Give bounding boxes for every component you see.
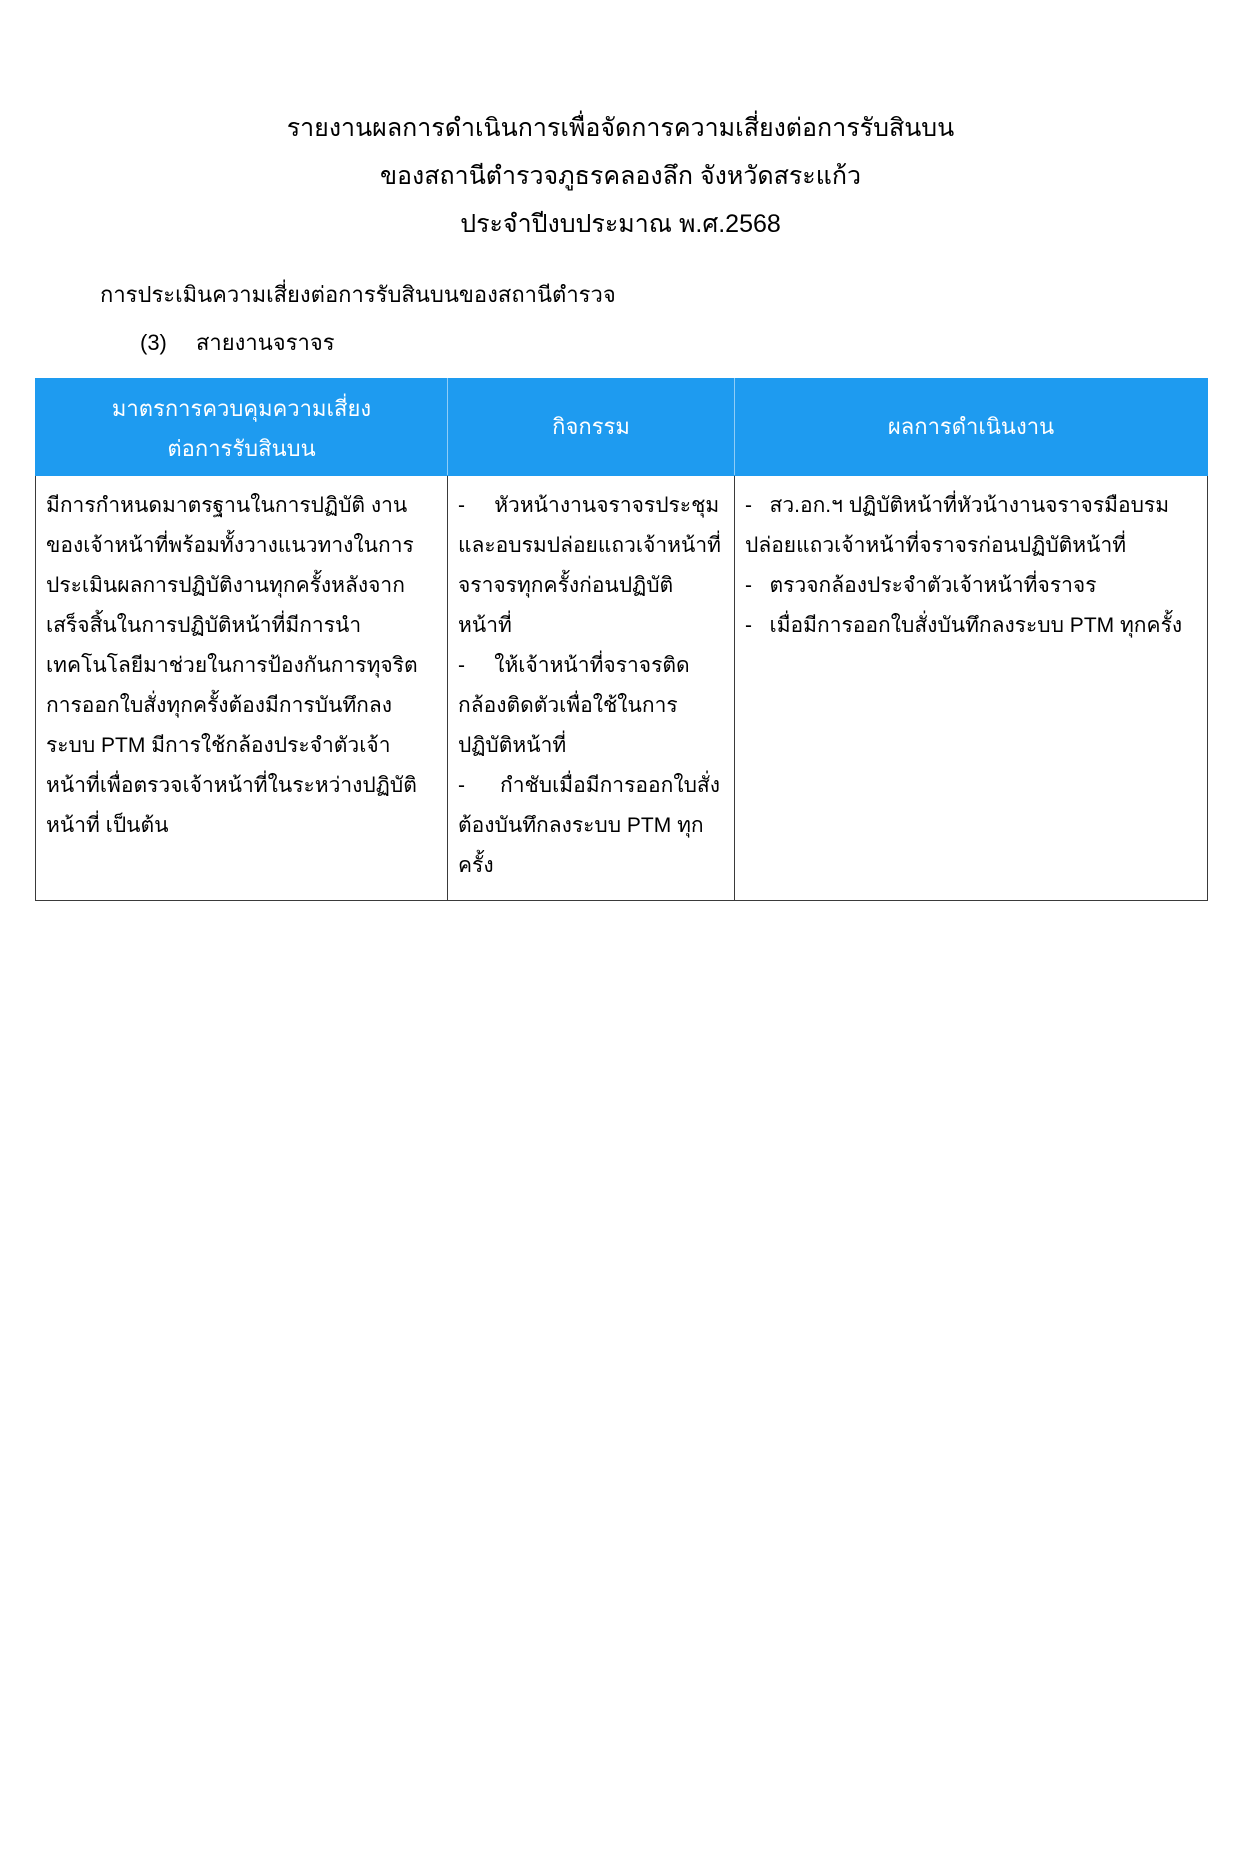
result-spacer [758,614,764,637]
cell-risk-control-measures [36,476,448,901]
result-item [745,486,1197,566]
activity-spacer [471,774,494,797]
activity-item [458,486,724,646]
title-line-1: รายงานผลการดำเนินการเพื่อจัดการความเสี่ยงต่อการรับสินบน [286,114,955,142]
result-item [745,566,1197,606]
sub-item-label: สายงานจราจร [196,330,335,355]
cell-results [735,476,1208,901]
activity-item [458,646,724,766]
document-title [0,104,1241,248]
title-line-2: ของสถานีตำรวจภูธรคลองลึก จังหวัดสระแก้ว [379,162,862,190]
risk-control-table [35,378,1208,901]
result-spacer [758,494,764,517]
activity-text: หัวหน้างานจราจรประชุมและอบรมปล่อยแถวเจ้าหน้าที่จราจรทุกครั้งก่อนปฏิบัติหน้าที่ [458,494,722,637]
title-line-3: ประจำปีงบประมาณ พ.ศ.2568 [460,210,781,238]
column-header-risk-control-measures [36,379,448,476]
column-header-results [735,379,1208,476]
result-marker: - [745,574,752,597]
column-header-line-2: ต่อการรับสินบน [167,436,316,461]
column-header-results-label: ผลการดำเนินงาน [887,414,1055,439]
table-header-row [36,379,1208,476]
activity-marker: - [458,494,465,517]
risk-table-wrapper [35,378,1207,901]
table-header [36,379,1208,476]
activity-spacer [471,494,489,517]
sub-item-traffic-division [140,328,1241,358]
activity-marker: - [458,774,465,797]
measure-paragraph: มีการกำหนดมาตรฐานในการปฏิบัติ งานของเจ้าหน้าที่พร้อมทั้งวางแนวทางในการประเมินผลการปฏิบัติงานทุกครั้งหลังจากเสร็จสิ้นในการปฏิบัติหน้าที่มีการนำเทคโนโลยีมาช่วยในการป้องกันการทุจริตการออกใบสั่งทุกครั้งต้องมีการบันทึกลงระบบ PTM มีการใช้กล้องประจำตัวเจ้าหน้าที่เพื่อตรวจเจ้าหน้าที่ในระหว่างปฏิบัติหน้าที่ เป็นต้น [46,494,418,837]
table-body [36,476,1208,901]
sub-item-number: (3) [140,330,167,355]
activity-text: ให้เจ้าหน้าที่จราจรติดกล้องติดตัวเพื่อใช้ในการปฏิบัติหน้าที่ [458,654,690,757]
column-header-line-1: มาตรการควบคุมความเสี่ยง [111,396,372,421]
section-heading: การประเมินความเสี่ยงต่อการรับสินบนของสถานีตำรวจ [100,282,616,307]
result-marker: - [745,494,752,517]
document-page [0,104,1241,1859]
column-header-activities-label: กิจกรรม [552,414,630,439]
activity-item [458,766,724,886]
result-text: สว.อก.ฯ ปฏิบัติหน้าที่หัวน้างานจราจรมือบรมปล่อยแถวเจ้าหน้าที่จราจรก่อนปฏิบัติหน้าที่ [745,494,1170,557]
table-row [36,476,1208,901]
activity-marker: - [458,654,465,677]
result-spacer [758,574,764,597]
column-header-activities [448,379,735,476]
result-item [745,606,1197,646]
activity-spacer [471,654,489,677]
cell-activities [448,476,735,901]
result-text: เมื่อมีการออกใบสั่งบันทึกลงระบบ PTM ทุกครั้ง [769,614,1183,637]
result-text: ตรวจกล้องประจำตัวเจ้าหน้าที่จราจร [769,574,1097,597]
result-marker: - [745,614,752,637]
activity-text: กำชับเมื่อมีการออกใบสั่งต้องบันทึกลงระบบ PTM ทุกครั้ง [458,774,720,877]
